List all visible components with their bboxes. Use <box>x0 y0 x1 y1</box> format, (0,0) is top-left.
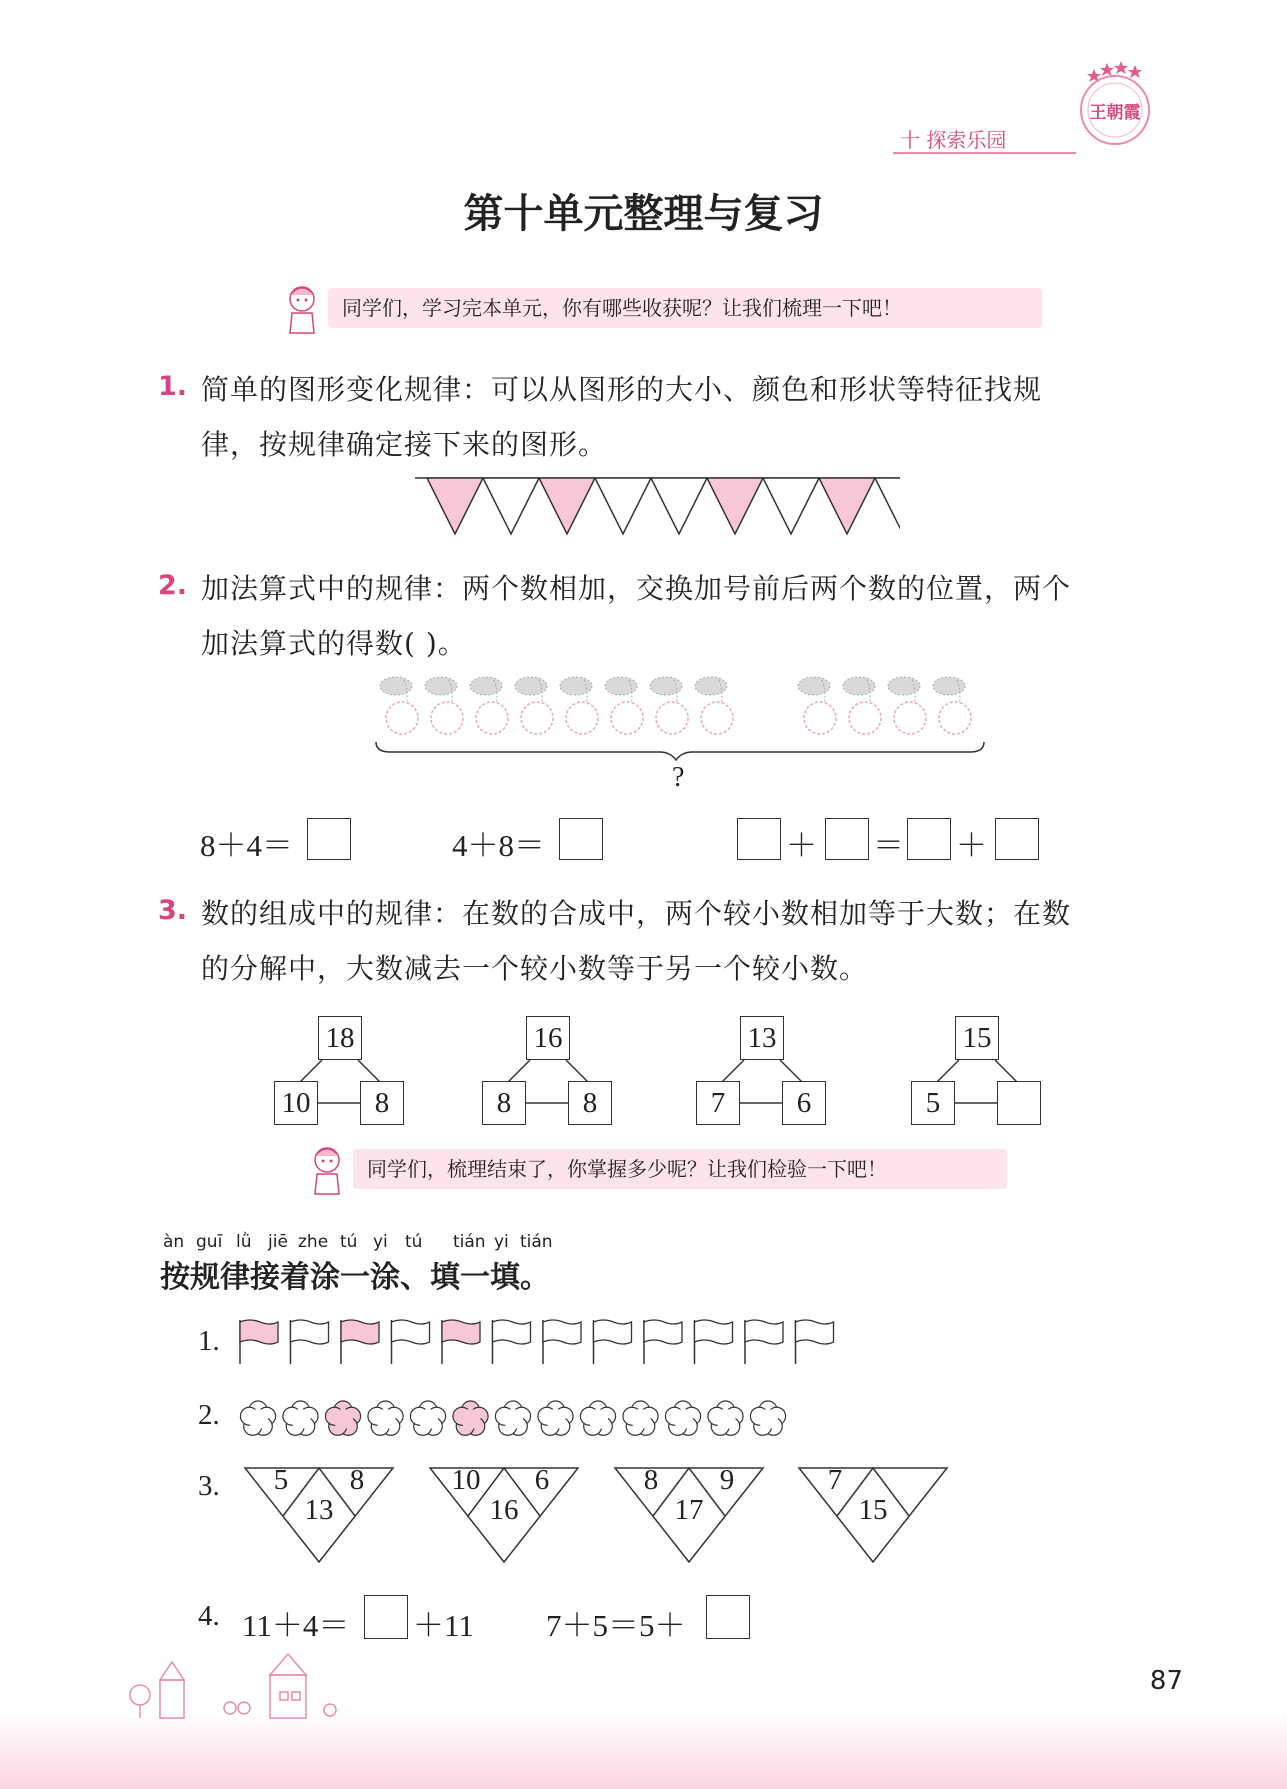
plus-sign-1: ＋ <box>786 828 817 863</box>
exercise-3-number: 3. <box>198 1470 220 1502</box>
cherry-icon <box>650 677 688 734</box>
pinyin-syllable: yi <box>494 1232 509 1252</box>
flower-icon[interactable] <box>580 1401 615 1435</box>
exercise-4-number: 4. <box>198 1600 220 1632</box>
exercise-1-number: 1. <box>198 1325 220 1357</box>
bunting-triangle <box>651 478 707 534</box>
blank-box-d[interactable] <box>995 818 1039 860</box>
bunting-triangle <box>483 478 539 534</box>
header-divider <box>893 152 1076 154</box>
pinyin-syllable: yi <box>373 1232 388 1252</box>
section-3-line-1: 数的组成中的规律：在数的合成中，两个较小数相加等于大数；在数 <box>201 897 1072 930</box>
brace <box>376 742 984 760</box>
equation-8-plus-4: 8＋4＝ <box>200 828 293 863</box>
tree-right-box: 8 <box>360 1081 404 1125</box>
composition-tree <box>911 1012 1043 1124</box>
composition-tree <box>482 1012 614 1124</box>
pinyin-syllable: jiē <box>268 1232 288 1252</box>
flower-icon[interactable] <box>368 1401 403 1435</box>
bunting-triangle <box>819 478 875 534</box>
bottom-decoration-band <box>0 1712 1287 1789</box>
logo-text: 王朝霞 <box>1089 103 1141 123</box>
flower-row <box>236 1396 816 1442</box>
composition-tree <box>274 1012 406 1124</box>
plus-sign-2: ＋ <box>956 828 987 863</box>
pinyin-syllable: guī <box>196 1232 223 1252</box>
pinyin-syllable: tú <box>340 1232 358 1252</box>
blank-box-b[interactable] <box>825 818 869 860</box>
girl-mascot-icon <box>280 283 324 337</box>
flag-icon[interactable] <box>594 1320 632 1364</box>
flower-icon[interactable] <box>538 1401 573 1435</box>
cherry-groups <box>370 672 990 762</box>
exercise-title: 按规律接着涂一涂、填一填。 <box>160 1260 550 1295</box>
pinyin-syllable: zhe <box>298 1232 329 1252</box>
triangle-center-number: 16 <box>489 1494 519 1526</box>
blank-box-c[interactable] <box>907 818 951 860</box>
cherry-icon <box>695 677 733 734</box>
flower-icon[interactable] <box>283 1401 318 1435</box>
flag-icon[interactable] <box>796 1320 834 1364</box>
cherry-icon <box>933 677 971 734</box>
pinyin-syllable: tú <box>405 1232 423 1252</box>
tree-left-box: 7 <box>696 1081 740 1125</box>
flower-icon[interactable] <box>325 1401 360 1435</box>
section-3-number: 3. <box>158 895 188 926</box>
triangle-right-number: 8 <box>349 1464 365 1496</box>
tree-left-box: 8 <box>482 1081 526 1125</box>
page-title: 第十单元整理与复习 <box>463 191 824 237</box>
pinyin-syllable: lǜ <box>236 1232 252 1252</box>
title-pinyin <box>163 1232 563 1252</box>
cherry-icon <box>380 677 418 734</box>
flag-icon[interactable] <box>341 1320 379 1364</box>
flower-icon[interactable] <box>410 1401 445 1435</box>
cherry-icon <box>470 677 508 734</box>
exercise-4-part-2: ＋11 <box>413 1608 474 1643</box>
bunting-triangle <box>539 478 595 534</box>
composition-tree <box>696 1012 828 1124</box>
exercise-2-number: 2. <box>198 1399 220 1431</box>
tree-left-box: 5 <box>911 1081 955 1125</box>
section-2-number: 2. <box>158 570 188 601</box>
equation-4-plus-8: 4＋8＝ <box>452 828 545 863</box>
tree-left-box: 10 <box>274 1081 318 1125</box>
girl-mascot-icon-2 <box>305 1144 349 1198</box>
number-triangle <box>613 1466 765 1566</box>
flag-icon[interactable] <box>291 1320 329 1364</box>
flower-icon[interactable] <box>708 1401 743 1435</box>
tree-right-box: 8 <box>568 1081 612 1125</box>
flower-icon[interactable] <box>623 1401 658 1435</box>
unit-label: 十 探索乐园 <box>900 128 1007 152</box>
triangle-left-number: 8 <box>643 1464 659 1496</box>
section-2-line-1: 加法算式中的规律：两个数相加，交换加号前后两个数的位置，两个 <box>201 572 1072 605</box>
tree-top-box: 16 <box>526 1016 570 1060</box>
flag-icon[interactable] <box>543 1320 581 1364</box>
bunting-triangle <box>763 478 819 534</box>
cherry-icon <box>605 677 643 734</box>
blank-box-a[interactable] <box>737 818 781 860</box>
answer-box-4-plus-8[interactable] <box>559 818 603 860</box>
tree-top-box: 15 <box>955 1016 999 1060</box>
tip-banner-review: 同学们，学习完本单元，你有哪些收获呢？让我们梳理一下吧！ <box>328 288 1042 328</box>
brace-question-mark: ? <box>672 762 685 793</box>
pinyin-syllable: àn <box>163 1232 185 1252</box>
exercise-4-box-1[interactable] <box>364 1595 408 1639</box>
triangle-right-number: 9 <box>719 1464 735 1496</box>
section-1-line-2: 律，按规律确定接下来的图形。 <box>201 428 608 461</box>
page-number: 87 <box>1149 1666 1183 1696</box>
triangle-center-number: 13 <box>304 1494 334 1526</box>
logo-badge <box>1072 60 1158 154</box>
tree-top-box: 13 <box>740 1016 784 1060</box>
triangle-left-number: 5 <box>273 1464 289 1496</box>
flower-icon[interactable] <box>665 1401 700 1435</box>
tree-top-box: 18 <box>318 1016 362 1060</box>
flag-icon[interactable] <box>392 1320 430 1364</box>
triangle-center-number: 17 <box>674 1494 704 1526</box>
cherry-icon <box>843 677 881 734</box>
flag-icon[interactable] <box>240 1320 278 1364</box>
flower-icon[interactable] <box>240 1401 275 1435</box>
section-2-line-2: 加法算式的得数( )。 <box>201 627 467 660</box>
cherry-icon <box>888 677 926 734</box>
answer-box-8-plus-4[interactable] <box>307 818 351 860</box>
flag-icon[interactable] <box>695 1320 733 1364</box>
section-1-line-1: 简单的图形变化规律：可以从图形的大小、颜色和形状等特征找规 <box>201 373 1043 406</box>
flag-row <box>236 1316 846 1366</box>
number-triangle <box>428 1466 580 1566</box>
pinyin-syllable: tián <box>520 1232 553 1252</box>
triangle-left-number: 7 <box>827 1464 843 1496</box>
cherry-icon <box>515 677 553 734</box>
section-1-number: 1. <box>158 371 188 402</box>
flower-icon[interactable] <box>495 1401 530 1435</box>
bunting-triangles <box>415 474 900 538</box>
castle-decoration-icon <box>120 1640 380 1720</box>
flag-icon[interactable] <box>644 1320 682 1364</box>
number-triangle <box>243 1466 395 1566</box>
bunting-triangle <box>875 478 900 534</box>
tree-right-box[interactable] <box>997 1081 1041 1125</box>
cherry-icon <box>560 677 598 734</box>
bunting-triangle <box>595 478 651 534</box>
triangle-right-number: 6 <box>534 1464 550 1496</box>
bunting-triangle <box>427 478 483 534</box>
exercise-4-part-1: 11＋4＝ <box>242 1608 350 1643</box>
tree-right-box: 6 <box>782 1081 826 1125</box>
cherry-icon <box>425 677 463 734</box>
pinyin-syllable: tián <box>453 1232 486 1252</box>
equals-sign: ＝ <box>873 828 904 863</box>
exercise-4-part-3: 7＋5＝5＋ <box>546 1608 686 1643</box>
cherry-icon <box>798 677 836 734</box>
bunting-triangle <box>707 478 763 534</box>
tip-banner-practice: 同学们，梳理结束了，你掌握多少呢？让我们检验一下吧！ <box>353 1149 1007 1189</box>
section-3-line-2: 的分解中，大数减去一个较小数等于另一个较小数。 <box>201 952 869 985</box>
flag-icon[interactable] <box>442 1320 480 1364</box>
flag-icon[interactable] <box>493 1320 531 1364</box>
flower-icon[interactable] <box>750 1401 785 1435</box>
triangle-left-number: 10 <box>451 1464 481 1496</box>
flag-icon[interactable] <box>745 1320 783 1364</box>
flower-icon[interactable] <box>453 1401 488 1435</box>
triangle-center-number: 15 <box>858 1494 888 1526</box>
number-triangle <box>797 1466 949 1566</box>
exercise-4-box-2[interactable] <box>706 1595 750 1639</box>
